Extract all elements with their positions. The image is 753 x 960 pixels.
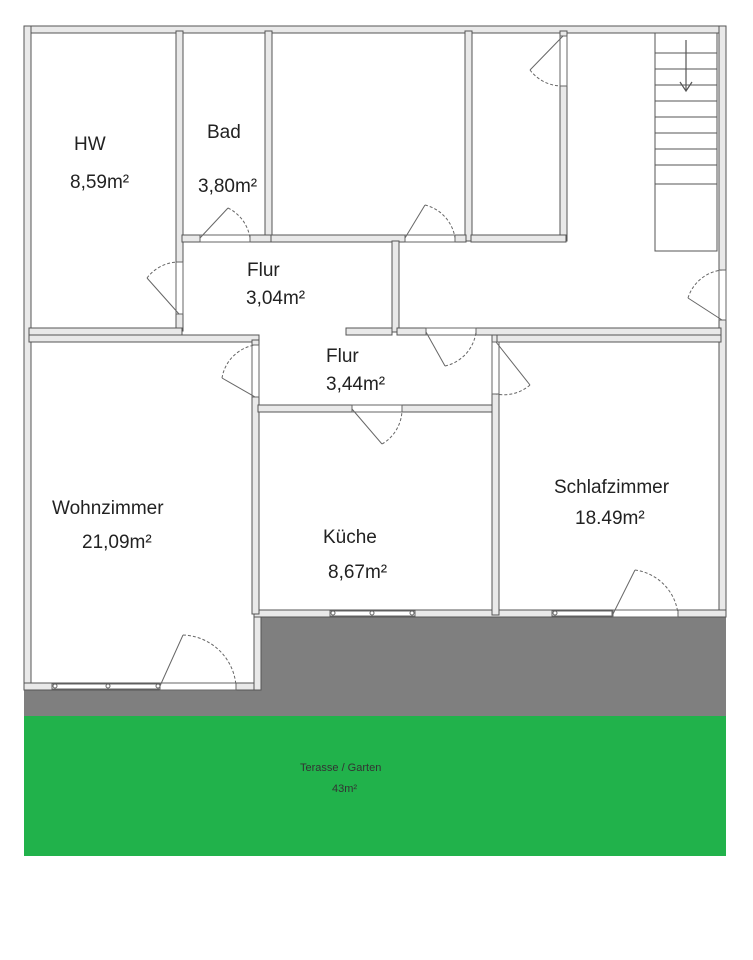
door-bad [200,208,250,242]
door-schlafzimmer [492,342,530,395]
outer-wall-left [24,26,31,690]
room-area-hw: 8,59m² [70,172,130,193]
room-name-wohnzimmer: Wohnzimmer [52,498,164,519]
wall-hw-bottom [29,328,182,335]
room-area-wohnzimmer: 21,09m² [82,532,152,553]
room-area-flur2: 3,44m² [326,374,386,395]
room-area-schlafzimmer: 18.49m² [575,508,645,529]
room-name-bad: Bad [207,122,241,143]
outer-wall-right [719,26,726,616]
wall-room4-bottom [471,235,566,242]
wall-wohn-top [29,335,259,342]
door-kueche [352,405,402,444]
door-wohnzimmer-terrace [160,635,236,690]
wall-room3-right [465,31,472,241]
door-exterior-right [688,270,726,320]
wall-flur-divider [346,328,392,335]
window-schlafzimmer [552,611,612,616]
stairs [655,33,717,251]
door-room3 [405,205,455,242]
door-upper-flur [426,328,476,366]
door-wohnzimmer [222,345,259,397]
room-name-schlafzimmer: Schlafzimmer [554,477,670,498]
room-name-flur2: Flur [326,346,359,367]
room-area-bad: 3,80m² [198,176,258,197]
room-area-flur1: 3,04m² [246,288,306,309]
walls [24,26,726,690]
room-name-kueche: Küche [323,527,377,548]
door-hw [147,262,183,314]
room-name-hw: HW [74,134,106,155]
room-name-flur1: Flur [247,260,280,281]
door-schlafzimmer-terrace [613,570,678,617]
wall-flur1-right [392,241,399,332]
garden-area [24,716,726,856]
garden-name: Terasse / Garten [300,762,382,774]
room-area-kueche: 8,67m² [328,562,388,583]
wall-bad-right [265,31,272,241]
outer-wall-top [24,26,726,33]
room-labels [52,122,670,583]
door-room4 [530,36,567,86]
outer-wall-step [254,610,261,690]
wall-schlaf-top [497,335,721,342]
terrace-paving [258,616,726,716]
garden-area-value: 43m² [332,783,358,795]
